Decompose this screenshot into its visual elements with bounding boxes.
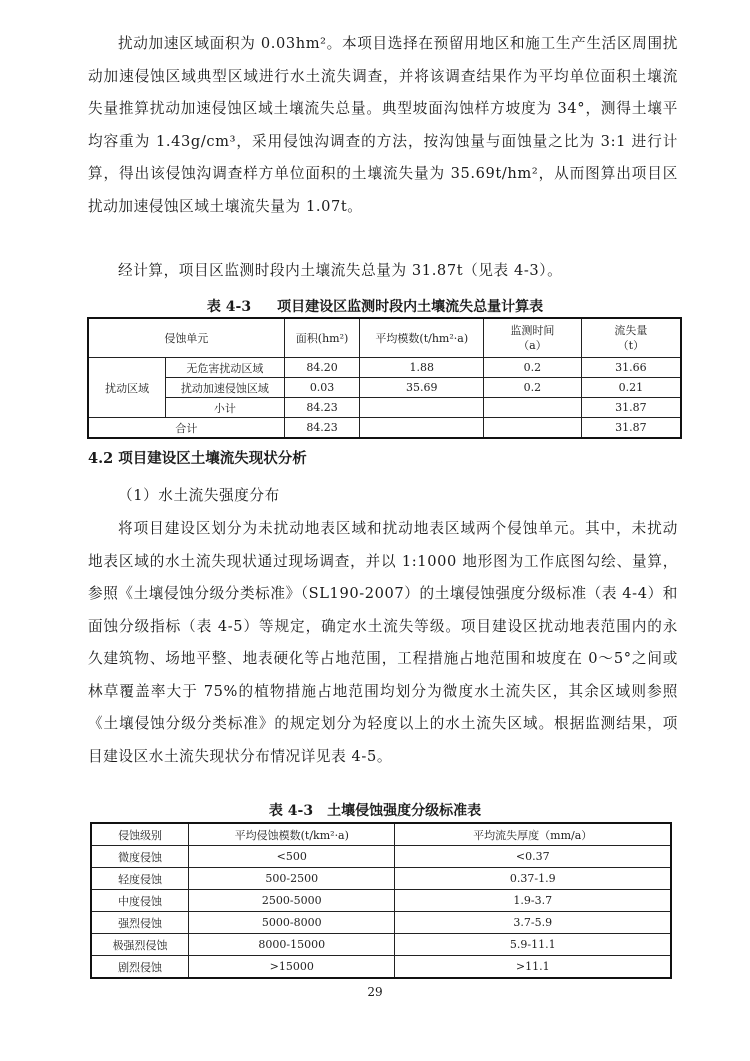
cell-modulus bbox=[360, 398, 484, 418]
cell-modulus: >15000 bbox=[189, 956, 395, 979]
cell-loss: 31.87 bbox=[581, 398, 681, 418]
cell-area: 84.23 bbox=[284, 418, 360, 439]
cell-level: 中度侵蚀 bbox=[91, 890, 189, 912]
header-thickness: 平均流失厚度（mm/a） bbox=[395, 823, 671, 846]
cell-name: 合计 bbox=[88, 418, 284, 439]
header-area: 面积(hm²) bbox=[284, 318, 360, 358]
header-modulus: 平均模数(t/hm²·a) bbox=[360, 318, 484, 358]
table-row bbox=[91, 956, 671, 979]
cell-loss: 31.87 bbox=[581, 418, 681, 439]
table-header-row bbox=[91, 823, 671, 846]
cell-time bbox=[484, 418, 582, 439]
subsection-heading: （1）水土流失强度分布 bbox=[118, 487, 280, 504]
cell-name: 小计 bbox=[166, 398, 284, 418]
cell-thickness: >11.1 bbox=[395, 956, 671, 979]
table-row bbox=[91, 868, 671, 890]
section-heading: 4.2 项目建设区土壤流失现状分析 bbox=[88, 450, 307, 467]
table-header-row bbox=[88, 318, 681, 358]
table2-caption-number: 表 4-3 bbox=[268, 803, 314, 819]
cell-modulus: 1.88 bbox=[360, 358, 484, 378]
cell-time: 0.2 bbox=[484, 378, 582, 398]
cell-thickness: <0.37 bbox=[395, 846, 671, 868]
cell-thickness: 5.9-11.1 bbox=[395, 934, 671, 956]
header-time-label: 监测时间 bbox=[510, 324, 555, 337]
cell-modulus: 8000-15000 bbox=[189, 934, 395, 956]
cell-level: 微度侵蚀 bbox=[91, 846, 189, 868]
cell-level: 剧烈侵蚀 bbox=[91, 956, 189, 979]
total-row bbox=[88, 418, 681, 439]
table-row bbox=[88, 378, 681, 398]
table-row bbox=[91, 912, 671, 934]
table-row bbox=[91, 846, 671, 868]
cell-loss: 0.21 bbox=[581, 378, 681, 398]
table-row bbox=[91, 934, 671, 956]
table1-caption-number: 表 4-3 bbox=[206, 299, 252, 315]
header-loss-label: 流失量 bbox=[614, 324, 648, 337]
cell-name: 无危害扰动区域 bbox=[166, 358, 284, 378]
cell-modulus: 5000-8000 bbox=[189, 912, 395, 934]
cell-level: 轻度侵蚀 bbox=[91, 868, 189, 890]
header-loss-unit: （t） bbox=[617, 339, 645, 352]
table-row bbox=[88, 358, 681, 378]
erosion-intensity-table bbox=[90, 822, 672, 979]
cell-modulus: 35.69 bbox=[360, 378, 484, 398]
cell-level: 强烈侵蚀 bbox=[91, 912, 189, 934]
cell-modulus bbox=[360, 418, 484, 439]
table2-caption bbox=[0, 800, 750, 820]
cell-time: 0.2 bbox=[484, 358, 582, 378]
cell-area: 0.03 bbox=[284, 378, 360, 398]
table2-caption-title: 土壤侵蚀强度分级标准表 bbox=[327, 803, 482, 819]
paragraph-total-loss: 经计算，项目区监测时段内土壤流失总量为 31.87t（见表 4-3）。 bbox=[118, 262, 563, 279]
paragraph-erosion-distribution: 将项目建设区划分为未扰动地表区域和扰动地表区域两个侵蚀单元。其中，未扰动地表区域的水土流失现状通过现场调查，并以 1:1000 地形图为工作底图勾绘、量算，参照《土壤侵蚀分级分类标准》（SL190-2007）的土壤侵蚀强度分级标准（表 4-4）和面蚀分级指标（表 4-5）等规定，确定水土流失等级。项目建设区扰动地表范围内的永久建筑物、场地平整、地表硬化等占地范围，工程措施占地范围和坡度在 0～5°之间或林草覆盖率大于 75%的植物措施占地范围均划分为微度水土流失区，其余区域则参照《土壤侵蚀分级分类标准》的规定划分为轻度以上的水土流失区域。根据监测结果，项目建设区水土流失现状分布情况详见表 4-5。 bbox=[88, 520, 678, 765]
header-modulus: 平均侵蚀模数(t/km²·a) bbox=[189, 823, 395, 846]
header-level: 侵蚀级别 bbox=[91, 823, 189, 846]
cell-modulus: 500-2500 bbox=[189, 868, 395, 890]
cell-level: 极强烈侵蚀 bbox=[91, 934, 189, 956]
header-loss bbox=[581, 318, 681, 358]
cell-modulus: 2500-5000 bbox=[189, 890, 395, 912]
cell-thickness: 1.9-3.7 bbox=[395, 890, 671, 912]
cell-thickness: 0.37-1.9 bbox=[395, 868, 671, 890]
table1-caption bbox=[0, 296, 750, 316]
soil-loss-calculation-table bbox=[87, 317, 682, 439]
subtotal-row bbox=[88, 398, 681, 418]
cell-time bbox=[484, 398, 582, 418]
group-label: 扰动区域 bbox=[88, 358, 166, 418]
paragraph-erosion-survey: 扰动加速区域面积为 0.03hm²。本项目选择在预留用地区和施工生产生活区周围扰动加速侵蚀区域典型区域进行水土流失调查，并将该调查结果作为平均单位面积土壤流失量推算扰动加速侵蚀区域土壤流失总量。典型坡面沟蚀样方坡度为 34°，测得土壤平均容重为 1.43g/cm³，采用侵蚀沟调查的方法，按沟蚀量与面蚀量之比为 3:1 进行计算，得出该侵蚀沟调查样方单位面积的土壤流失量为 35.69t/hm²，从而图算出项目区扰动加速侵蚀区域土壤流失量为 1.07t。 bbox=[88, 35, 678, 215]
page-number: 29 bbox=[367, 985, 383, 999]
header-time-unit: （a） bbox=[518, 339, 547, 352]
table-row bbox=[91, 890, 671, 912]
cell-name: 扰动加速侵蚀区域 bbox=[166, 378, 284, 398]
cell-modulus: <500 bbox=[189, 846, 395, 868]
table1-caption-title: 项目建设区监测时段内土壤流失总量计算表 bbox=[277, 299, 544, 315]
header-unit: 侵蚀单元 bbox=[88, 318, 284, 358]
cell-area: 84.20 bbox=[284, 358, 360, 378]
cell-thickness: 3.7-5.9 bbox=[395, 912, 671, 934]
cell-loss: 31.66 bbox=[581, 358, 681, 378]
cell-area: 84.23 bbox=[284, 398, 360, 418]
header-time bbox=[484, 318, 582, 358]
